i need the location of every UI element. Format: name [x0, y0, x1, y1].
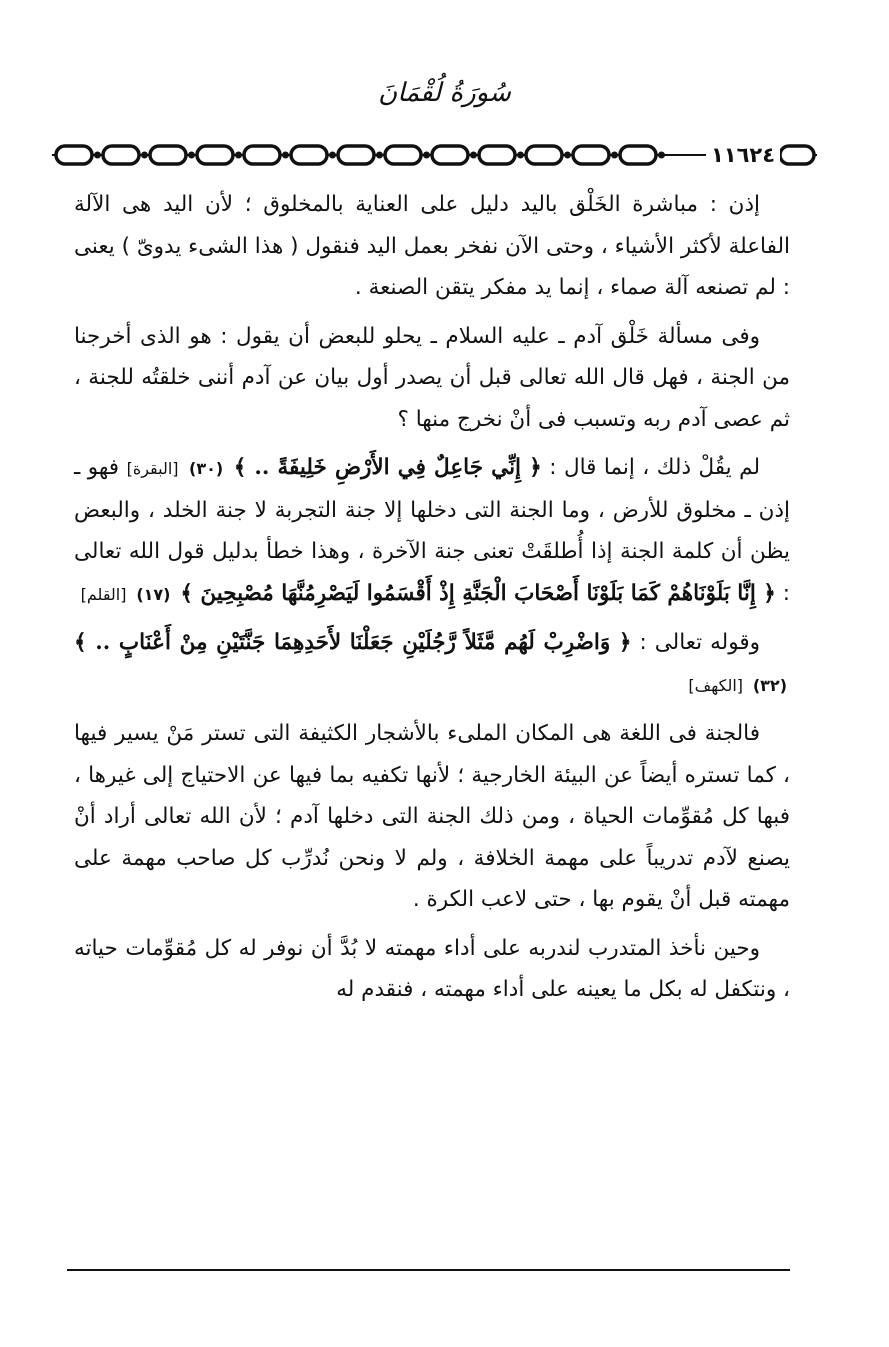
- chain-dot: [658, 152, 665, 159]
- paragraph-3: [74, 447, 790, 615]
- chain-link: [197, 146, 233, 164]
- quran-verse: ﴿ إِنَّا بَلَوْنَاهُمْ كَمَا بَلَوْنَا أَصْحَابَ الْجَنَّةِ إِذْ أَقْسَمُوا لَيَصْرِمُنَّهَا مُصْبِحِينَ ﴾: [180, 580, 776, 606]
- chain-dot: [188, 152, 195, 159]
- chain-dot: [376, 152, 383, 159]
- paragraph-6: وحين نأخذ المتدرب لندربه على أداء مهمته لا بُدَّ أن نوفر له كل مُقوِّمات حياته ، ونتكفل له بكل ما يعينه على أداء مهمته ، فنقدم له: [74, 935, 790, 1002]
- chain-link: [244, 146, 280, 164]
- chain-link: [620, 146, 656, 164]
- ayah-number: (٣٢): [752, 675, 787, 695]
- chain-link: [150, 146, 186, 164]
- chain-dot: [423, 152, 430, 159]
- chain-link: [479, 146, 515, 164]
- chain-dot: [564, 152, 571, 159]
- surah-title: سُورَةُ لُقْمَانَ: [378, 78, 511, 108]
- paragraph-5: فالجنة فى اللغة هى المكان الملىء بالأشجار الكثيفة التى تستر مَنْ يسير فيها ، كما تستره أيضاً عن البيئة الخارجية ؛ لأنها تكفيه بما فيها عن الاحتياج إلى غيرها ، فبها كل مُقوِّمات الحياة ، ومن ذلك الجنة التى دخلها آدم ؛ لأن الله تعالى أراد أنْ يصنع لآدم تدريباً على مهمة الخلافة ، ولم لا ونحن نُدرِّب كل صاحب مهمة على مهمته قبل أنْ يقوم بها ، حتى لاعب الكرة .: [74, 721, 790, 912]
- chain-link: [780, 146, 814, 164]
- chain-link: [385, 146, 421, 164]
- ornamental-header-rule: [52, 140, 817, 170]
- surah-reference: [البقرة]: [126, 459, 179, 478]
- surah-reference: [القلم]: [80, 584, 127, 604]
- paragraph-1: إذن : مباشرة الخَلْق باليد دليل على العناية بالمخلوق ؛ لأن اليد هى الآلة الفاعلة لأكثر الأشياء ، وحتى الآن نفخر بعمل اليد فنقول ( هذا الشىء يدوىّ ) يعنى : لم تصنعه آلة صماء ، إنما يد مفكر يتقن الصنعة .: [74, 192, 790, 300]
- chain-dot: [611, 152, 618, 159]
- chain-dot: [141, 152, 148, 159]
- paragraph-2: وفى مسألة خَلْق آدم ـ عليه السلام ـ يحلو للبعض أن يقول : هو الذى أخرجنا من الجنة ، فهل قال الله تعالى قبل أن يصدر أول بيان عن آدم أننى خلقتُه للجنة ، ثم عصى آدم ربه وتسبب فى أنْ نخرج منها ؟: [74, 323, 790, 432]
- chain-dot: [470, 152, 477, 159]
- surah-reference: [الكهف]: [688, 675, 743, 695]
- chain-link: [103, 146, 139, 164]
- paragraph-4: [74, 622, 790, 706]
- chain-dot: [517, 152, 524, 159]
- page-number: ١١٦٢٤: [706, 141, 780, 169]
- ayah-number: (٣٠): [189, 459, 224, 478]
- quran-verse: ﴿ وَاضْرِبْ لَهُم مَّثَلاً رَّجُلَيْنِ جَعَلْنَا لأَحَدِهِمَا جَنَّتَيْنِ مِنْ أَعْنَابٍ .. ﴾: [74, 630, 632, 655]
- chain-link: [56, 146, 92, 164]
- chain-link: [338, 146, 374, 164]
- text-segment: لم يقُلْ ذلك ، إنما قال :: [549, 455, 761, 480]
- footer-rule: [67, 1269, 790, 1271]
- text-segment: فهو ـ إذن ـ مخلوق للأرض ، وما الجنة التى دخلها إلا جنة التجربة لا جنة الخلد ، والبعض يظن أن كلمة الجنة إذا أُطلقَتْ تعنى جنة الآخرة ، وهذا خطأ بدليل قول الله تعالى :: [74, 455, 790, 606]
- chain-dot: [235, 152, 242, 159]
- chain-dot: [329, 152, 336, 159]
- page-body: [74, 184, 790, 1018]
- chain-dot: [282, 152, 289, 159]
- chain-link: [526, 146, 562, 164]
- text-segment: وقوله تعالى :: [639, 630, 760, 655]
- chain-link: [573, 146, 609, 164]
- chain-link: [291, 146, 327, 164]
- chain-dot: [94, 152, 101, 159]
- chain-link: [432, 146, 468, 164]
- quran-verse: ﴿ إِنِّي جَاعِلٌ فِي الأَرْضِ خَلِيفَةً .. ﴾: [233, 455, 542, 480]
- ayah-number: (١٧): [136, 584, 171, 604]
